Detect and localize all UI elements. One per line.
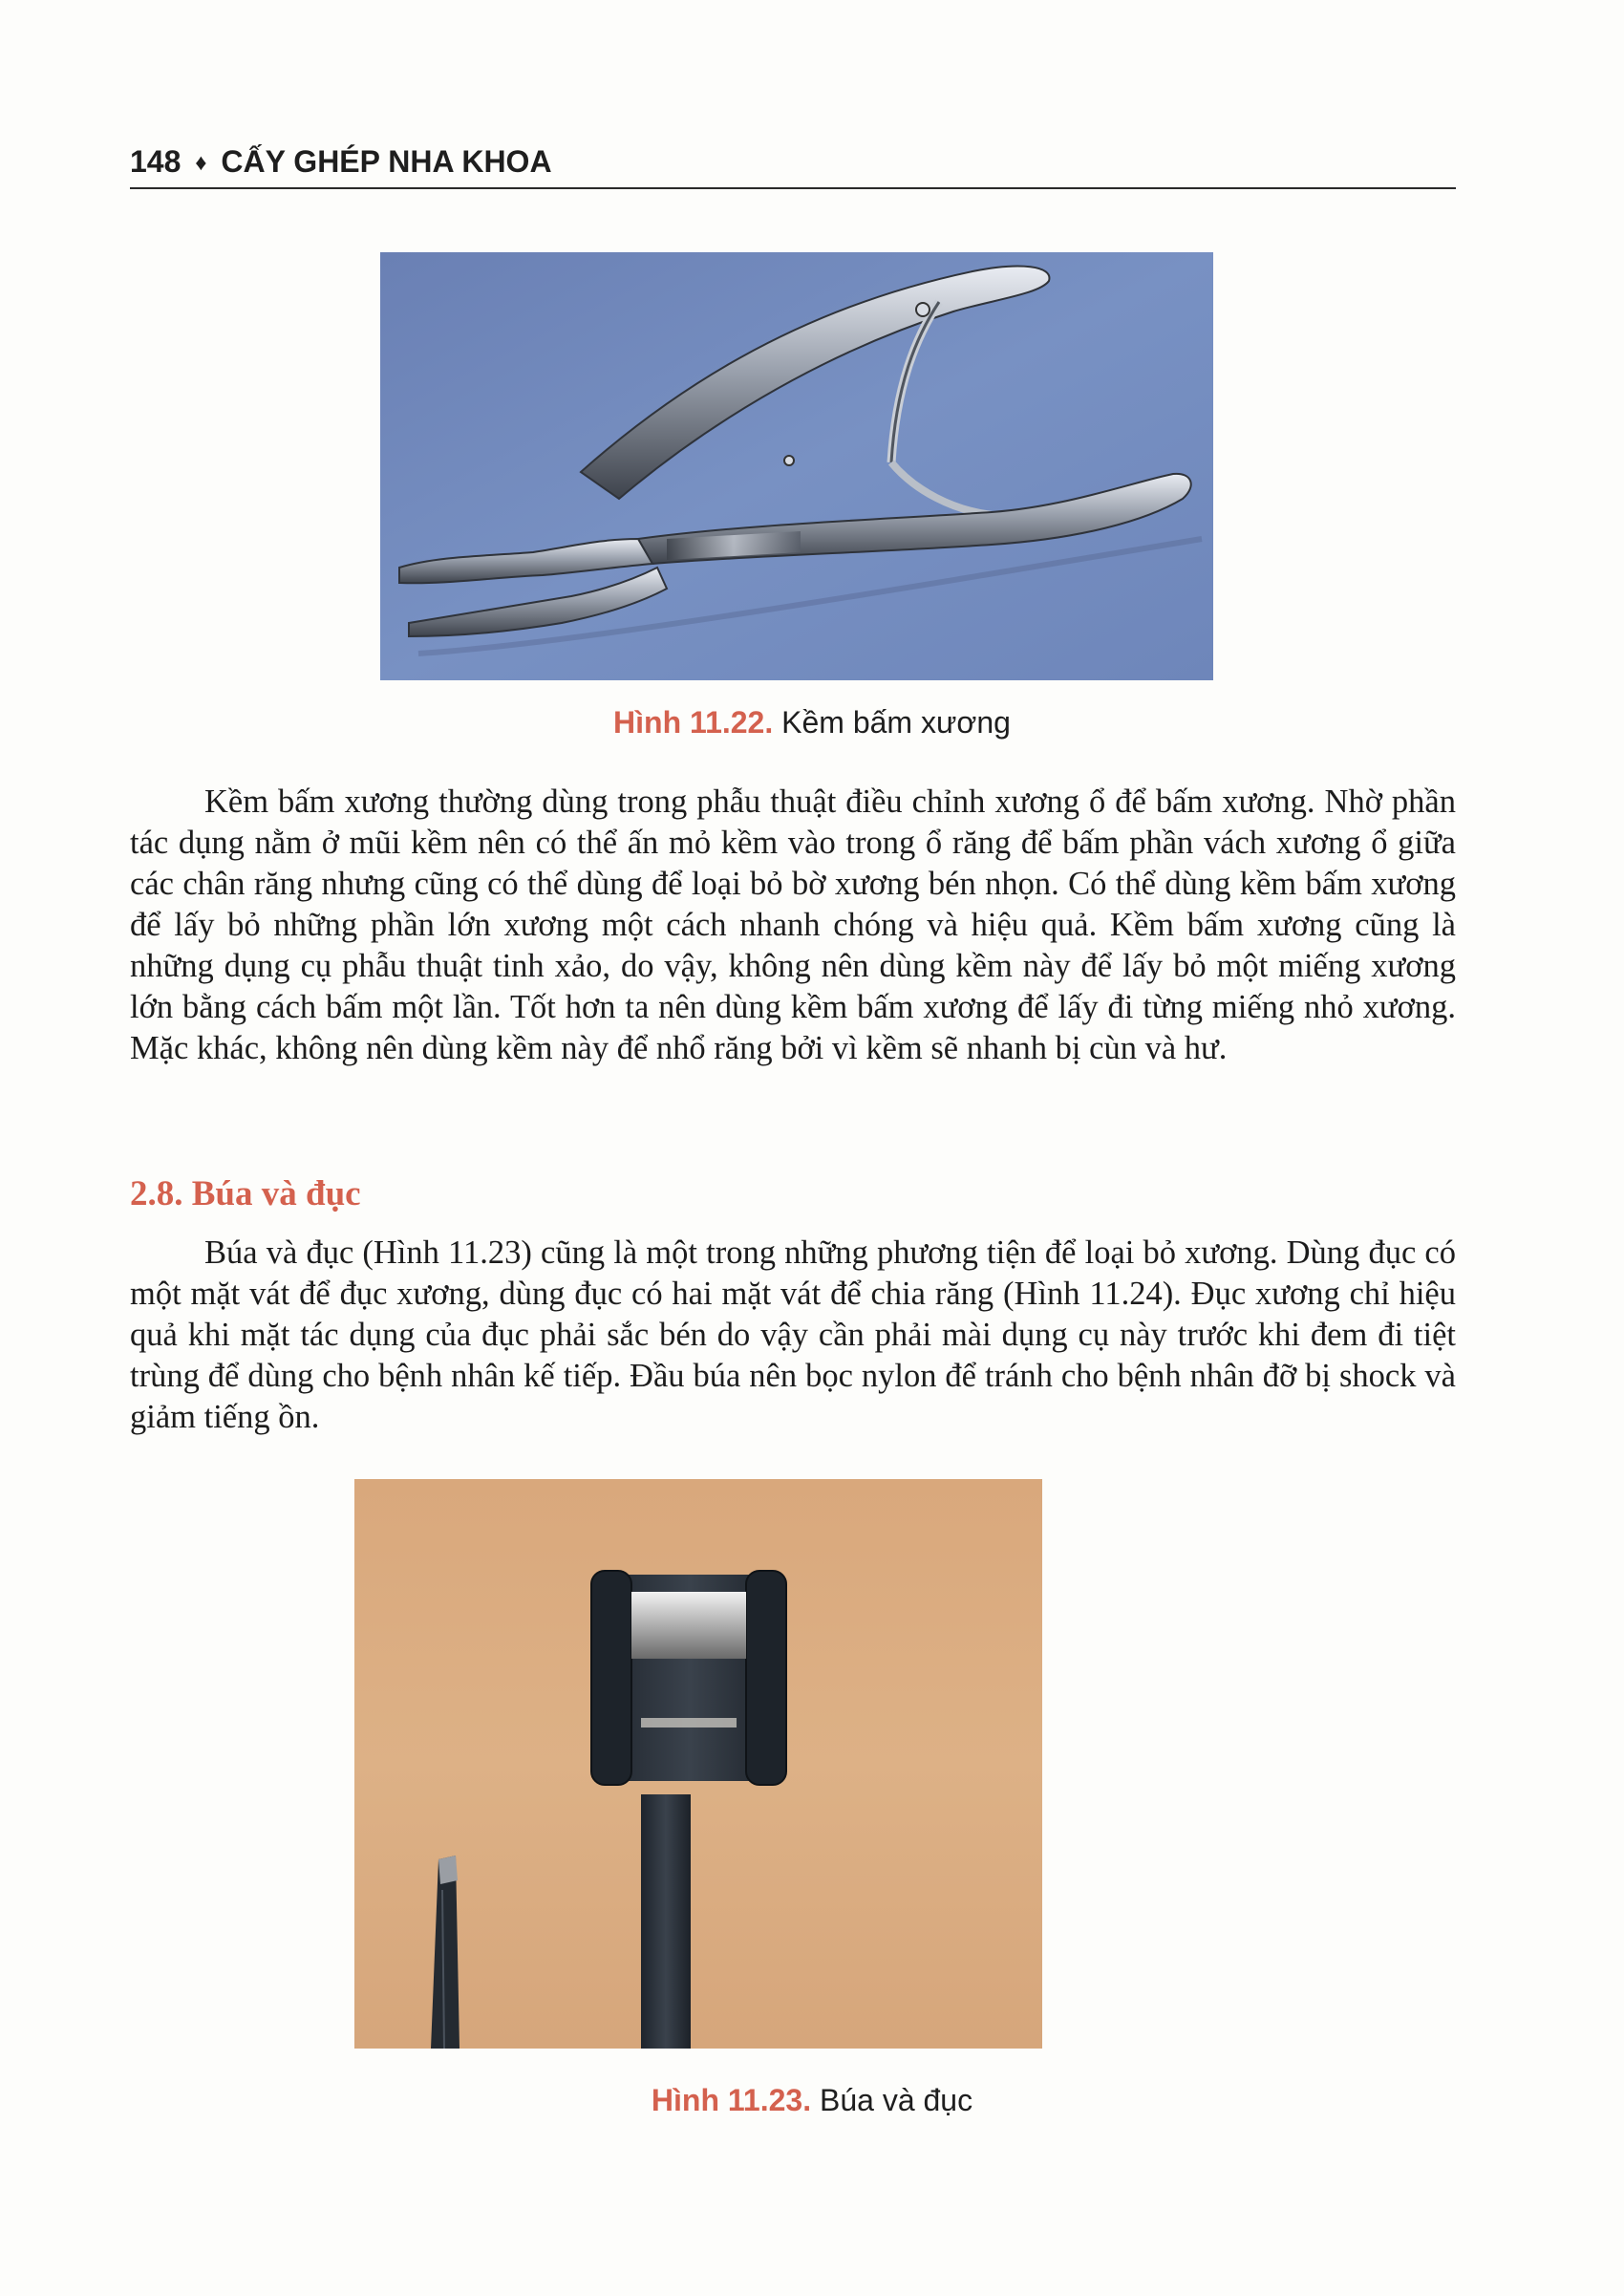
diamond-separator-icon: ♦ xyxy=(195,150,207,176)
page-number: 148 xyxy=(130,144,182,179)
figure-number: Hình 11.23. xyxy=(651,2083,812,2117)
paragraph-bone-rongeur: Kềm bấm xương thường dùng trong phẫu thuật điều chỉnh xương ổ để bấm xương. Nhờ phần tác dụng nằm ở mũi kềm nên có thể ấn mỏ kềm vào trong ổ răng để bấm phần vách xương ổ giữa các chân răng nhưng cũng có thể dùng để loại bỏ bờ xương bén nhọn. Có thể dùng kềm bấm xương để lấy bỏ những phần lớn xương một cách nhanh chóng và hiệu quả. Kềm bấm xương cũng là những dụng cụ phẫu thuật tinh xảo, do vậy, không nên dùng kềm này để lấy bỏ một miếng xương lớn bằng cách bấm một lần. Tốt hơn ta nên dùng kềm bấm xương để lấy đi từng miếng nhỏ xương. Mặc khác, không nên dùng kềm này để nhổ răng bởi vì kềm sẽ nhanh bị cùn và hư. xyxy=(130,783,1456,1066)
figure-caption-11-23 xyxy=(0,2083,1624,2118)
mallet-and-chisel-photo xyxy=(354,1479,1042,2049)
figure-caption-11-22 xyxy=(0,705,1624,740)
section-heading: 2.8. Búa và đục xyxy=(130,1174,361,1213)
figure-number: Hình 11.22. xyxy=(613,705,774,740)
book-title: CẤY GHÉP NHA KHOA xyxy=(221,144,552,179)
figure-caption-text: Kềm bấm xương xyxy=(781,705,1011,740)
paragraph-mallet-chisel: Búa và đục (Hình 11.23) cũng là một trong những phương tiện để loại bỏ xương. Dùng đục có một mặt vát để đục xương, dùng đục có hai mặt vát để chia răng (Hình 11.24). Đục xương chỉ hiệu quả khi mặt tác dụng của đục phải sắc bén do vậy cần phải mài dụng cụ này trước khi đem đi tiệt trùng để dùng cho bệnh nhân kế tiếp. Đầu búa nên bọc nylon để tránh cho bệnh nhân đỡ bị shock và giảm tiếng ồn. xyxy=(130,1234,1456,1435)
figure-caption-text: Búa và đục xyxy=(819,2083,973,2117)
running-header xyxy=(130,139,1456,189)
bone-rongeur-pliers-photo xyxy=(380,252,1213,680)
